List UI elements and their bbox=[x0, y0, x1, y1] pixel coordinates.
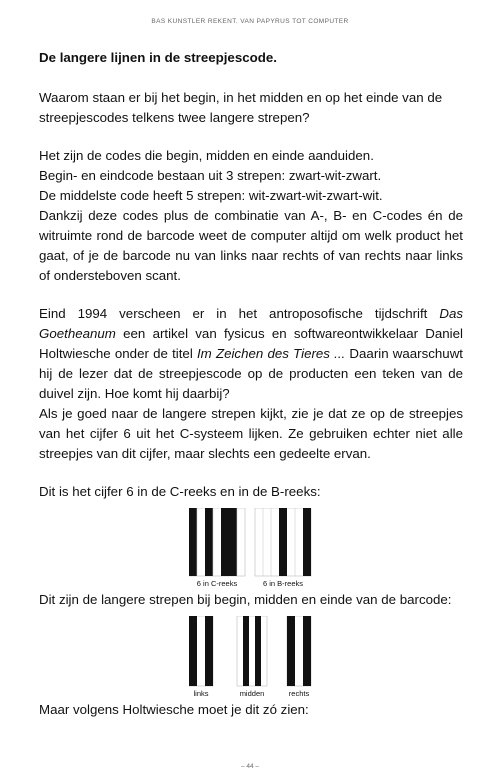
b-code-six-bars bbox=[255, 508, 311, 576]
codes-line-4: Dankzij deze codes plus de combinatie van A-, B- en C-codes én de witruimte rond de barcode weet de computer altijd om welk product het gaat, of je de barcode nu van links naar rechts of van rechts naar links of ondersteboven scant. bbox=[39, 208, 463, 283]
guard-bars-illustration bbox=[189, 616, 313, 698]
article-text-2: een artikel van fysicus en softwareontwikkelaar Daniel Holtwiesche onder de titel bbox=[39, 326, 463, 361]
figure-guard-bars bbox=[39, 616, 463, 698]
b-bar bbox=[303, 508, 311, 576]
label-b-series: 6 in B-reeks bbox=[262, 579, 304, 588]
article-text-1: Eind 1994 verscheen er in het antroposofische tijdschrift bbox=[39, 306, 440, 321]
label-c-series: 6 in C-reeks bbox=[196, 579, 238, 588]
c-bar bbox=[221, 508, 229, 576]
article-text-3: Daarin waarschuwt hij de lezer dat de streepjescode op de producten een teken van de duivel zijn. Hoe komt hij daarbij? bbox=[39, 346, 463, 401]
c-bar bbox=[229, 508, 237, 576]
right-guard-bars bbox=[287, 616, 311, 686]
article-text-4: Als je goed naar de langere strepen kijkt, zie je dat ze op de streepjes van het cijfer 6 uit het C-systeem lijken. Ze gebruiken echter niet alle streepjes van dit cijfer, maar slechts een gedeelte ervan. bbox=[39, 406, 463, 461]
figure1-caption: Dit is het cijfer 6 in de C-reeks en in de B-reeks: bbox=[39, 484, 321, 499]
middle-guard-bars bbox=[237, 616, 267, 686]
running-header: BAS KUNSTLER REKENT. VAN PAPYRUS TOT COMPUTER bbox=[151, 18, 349, 25]
c-code-six-bars bbox=[189, 508, 245, 576]
question-paragraph: Waarom staan er bij het begin, in het midden en op het einde van de streepjescodes telkens twee langere strepen? bbox=[39, 90, 443, 125]
b-bar bbox=[279, 508, 287, 576]
page-number: – 44 – bbox=[240, 763, 260, 770]
c-bar bbox=[189, 508, 197, 576]
middle-frame bbox=[237, 616, 267, 686]
codes-paragraph bbox=[39, 146, 463, 286]
figure2-caption: Dit zijn de langere strepen bij begin, midden en einde van de barcode: bbox=[39, 592, 452, 607]
left-guard-bars bbox=[189, 616, 213, 686]
digit-six-illustration bbox=[189, 508, 313, 588]
codes-line-2: Begin- en eindcode bestaan uit 3 strepen: zwart-wit-zwart. bbox=[39, 168, 382, 183]
article-paragraph bbox=[39, 304, 463, 464]
journal-title: Das Goetheanum bbox=[39, 306, 463, 341]
section-heading: De langere lijnen in de streepjescode. bbox=[39, 50, 277, 65]
article-title: Im Zeichen des Tieres ... bbox=[196, 346, 346, 361]
codes-line-3: De middelste code heeft 5 strepen: wit-zwart-wit-zwart-wit. bbox=[39, 188, 383, 203]
label-left: links bbox=[193, 689, 209, 698]
closing-line: Maar volgens Holtwiesche moet je dit zó zien: bbox=[39, 702, 309, 717]
figure-digit-six bbox=[39, 508, 463, 588]
label-middle: midden bbox=[239, 689, 265, 698]
page-content bbox=[39, 50, 463, 720]
codes-line-1: Het zijn de codes die begin, midden en einde aanduiden. bbox=[39, 148, 374, 163]
c-bar bbox=[205, 508, 213, 576]
label-right: rechts bbox=[288, 689, 310, 698]
